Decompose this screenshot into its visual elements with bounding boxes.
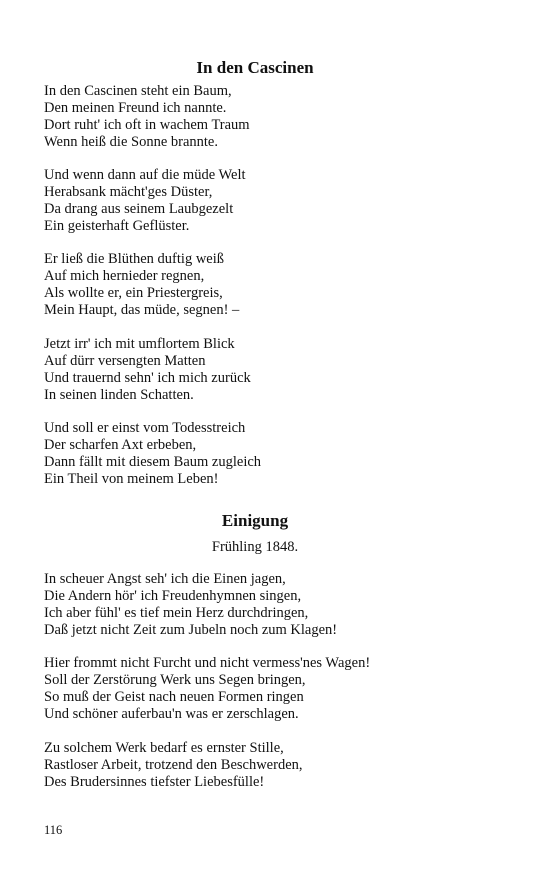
stanza (44, 655, 514, 723)
verse-line: Und schöner auferbau'n was er zerschlagen. (44, 706, 299, 722)
verse-line: Soll der Zerstörung Werk uns Segen bringen, (44, 672, 306, 688)
verse-line: Den meinen Freund ich nannte. (44, 100, 227, 116)
stanza (44, 336, 514, 404)
verse-line: Wenn heiß die Sonne brannte. (44, 134, 218, 150)
verse-line: Auf dürr versengten Matten (44, 353, 206, 369)
verse-line: Ein geisterhaft Geflüster. (44, 218, 190, 234)
verse-line: Er ließ die Blüthen duftig weiß (44, 251, 225, 267)
verse-line: Ich aber fühl' es tief mein Herz durchdringen, (44, 605, 309, 621)
verse-line: In seinen linden Schatten. (44, 387, 194, 403)
verse-line: Und trauernd sehn' ich mich zurück (44, 370, 251, 386)
stanza (44, 420, 514, 488)
stanza (44, 740, 514, 791)
verse-line: In den Cascinen steht ein Baum, (44, 83, 232, 99)
poem-title: Einigung (221, 511, 289, 530)
verse-line: Die Andern hör' ich Freudenhymnen singen, (44, 588, 302, 604)
verse-line: Und wenn dann auf die müde Welt (44, 167, 246, 183)
verse-line: Und soll er einst vom Todesstreich (44, 420, 246, 436)
poem-date-subtitle: Frühling 1848. (211, 539, 299, 555)
page-number: 116 (44, 823, 63, 837)
verse-line: Zu solchem Werk bedarf es ernster Stille, (44, 740, 284, 756)
stanza (44, 571, 514, 639)
stanza (44, 167, 514, 235)
stanza (44, 83, 514, 151)
verse-line: Da drang aus seinem Laubgezelt (44, 201, 234, 217)
stanza (44, 251, 514, 319)
verse-line: Jetzt irr' ich mit umflortem Blick (44, 336, 235, 352)
verse-line: Dort ruht' ich oft in wachem Traum (44, 117, 250, 133)
verse-line: Daß jetzt nicht Zeit zum Jubeln noch zum Klagen! (44, 622, 338, 638)
verse-line: Dann fällt mit diesem Baum zugleich (44, 454, 262, 470)
verse-line: Als wollte er, ein Priestergreis, (44, 285, 223, 301)
verse-line: Der scharfen Axt erbeben, (44, 437, 197, 453)
verse-line: Ein Theil von meinem Leben! (44, 471, 219, 487)
verse-line: Hier frommt nicht Furcht und nicht vermess'nes Wagen! (44, 655, 371, 671)
verse-line: Mein Haupt, das müde, segnen! – (44, 302, 240, 318)
poem-title: In den Cascinen (196, 58, 314, 77)
verse-line: Auf mich hernieder regnen, (44, 268, 205, 284)
verse-line: Herabsank mächt'ges Düster, (44, 184, 213, 200)
verse-line: Des Brudersinnes tiefster Liebesfülle! (44, 774, 265, 790)
verse-line: So muß der Geist nach neuen Formen ringen (44, 689, 304, 705)
verse-line: In scheuer Angst seh' ich die Einen jagen, (44, 571, 286, 587)
verse-line: Rastloser Arbeit, trotzend den Beschwerden, (44, 757, 303, 773)
